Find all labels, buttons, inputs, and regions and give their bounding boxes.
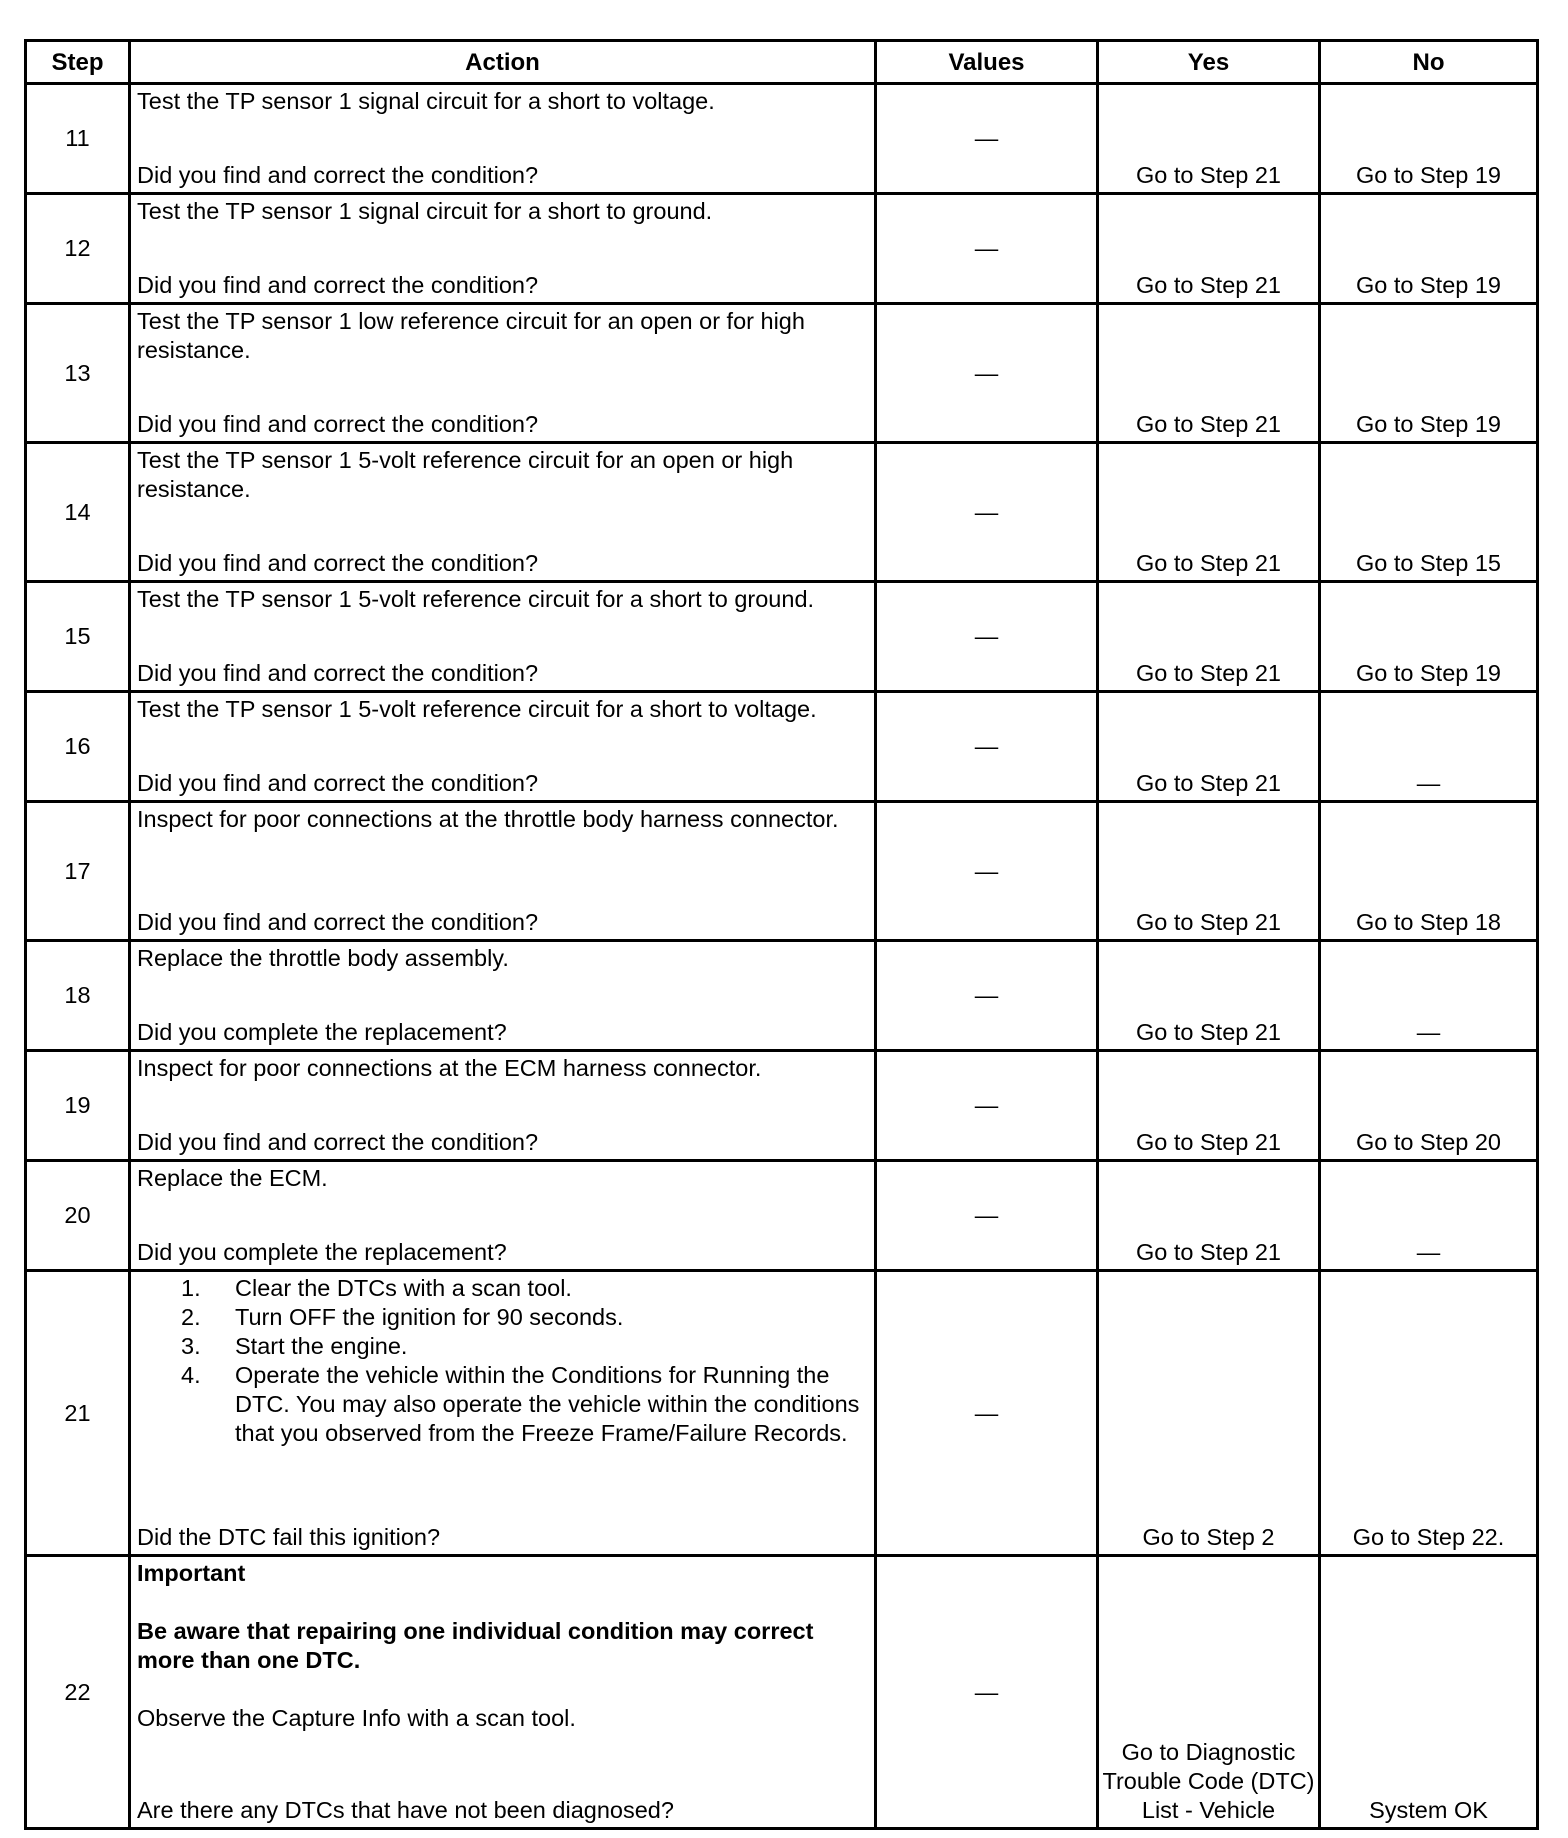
no-cell: — <box>1318 942 1536 1049</box>
important-label: Important <box>137 1560 246 1586</box>
action-cell <box>128 85 874 192</box>
step-number: 22 <box>64 1678 91 1705</box>
important-note <box>137 1559 866 1733</box>
yes-cell: Go to Step 21 <box>1096 583 1318 690</box>
no-cell: Go to Step 19 <box>1318 583 1536 690</box>
action-text: Test the TP sensor 1 signal circuit for a short to voltage. <box>137 88 715 114</box>
action-cell <box>128 583 874 690</box>
important-warning: Be aware that repairing one individual condition may correct more than one DTC. <box>137 1618 814 1673</box>
step-number: 21 <box>64 1399 91 1426</box>
table-row <box>27 1159 1536 1269</box>
action-question: Did you find and correct the condition? <box>137 660 539 686</box>
table-row <box>27 580 1536 690</box>
step-number: 16 <box>64 733 91 759</box>
list-item: 2. Turn OFF the ignition for 90 seconds. <box>181 1304 624 1330</box>
values-cell: — <box>874 85 1096 192</box>
step-number: 13 <box>64 359 91 386</box>
table-row <box>27 1049 1536 1159</box>
table-row <box>27 690 1536 800</box>
header-values: Values <box>874 42 1096 82</box>
action-text: Test the TP sensor 1 5-volt reference circuit for a short to ground. <box>137 586 815 612</box>
action-cell <box>128 1272 874 1554</box>
values-cell: — <box>874 1162 1096 1269</box>
yes-cell: Go to Step 21 <box>1096 195 1318 302</box>
action-text: Inspect for poor connections at the throttle body harness connector. <box>137 806 839 832</box>
action-cell <box>128 305 874 441</box>
no-cell: Go to Step 19 <box>1318 195 1536 302</box>
action-text: Replace the throttle body assembly. <box>137 945 509 971</box>
action-cell <box>128 942 874 1049</box>
table-row <box>27 82 1536 192</box>
action-question: Did you complete the replacement? <box>137 1239 507 1265</box>
yes-cell: Go to Step 21 <box>1096 803 1318 939</box>
step-number: 12 <box>64 235 91 261</box>
action-question: Did you find and correct the condition? <box>137 162 539 188</box>
action-question: Did you complete the replacement? <box>137 1019 507 1045</box>
action-text: Test the TP sensor 1 signal circuit for a short to ground. <box>137 198 713 224</box>
action-cell <box>128 1162 874 1269</box>
step-number: 15 <box>64 623 91 649</box>
action-text: Inspect for poor connections at the ECM harness connector. <box>137 1055 762 1081</box>
no-cell: Go to Step 15 <box>1318 444 1536 580</box>
action-question: Did you find and correct the condition? <box>137 411 539 437</box>
header-no: No <box>1318 42 1536 82</box>
yes-cell: Go to Step 21 <box>1096 305 1318 441</box>
header-step: Step <box>51 48 104 76</box>
action-cell <box>128 693 874 800</box>
yes-cell: Go to Step 21 <box>1096 942 1318 1049</box>
step-number: 20 <box>64 1202 91 1228</box>
action-question: Did you find and correct the condition? <box>137 770 539 796</box>
values-cell: — <box>874 803 1096 939</box>
header-yes: Yes <box>1096 42 1318 82</box>
action-question: Did you find and correct the condition? <box>137 272 539 298</box>
list-item: 1. Clear the DTCs with a scan tool. <box>181 1275 572 1301</box>
step-number: 11 <box>65 125 90 151</box>
step-number: 18 <box>64 982 91 1008</box>
yes-cell: Go to Step 2 <box>1096 1272 1318 1554</box>
values-cell: — <box>874 942 1096 1049</box>
action-question: Did you find and correct the condition? <box>137 550 539 576</box>
no-cell: Go to Step 18 <box>1318 803 1536 939</box>
list-item: 3. Start the engine. <box>181 1333 408 1359</box>
no-cell: — <box>1318 1162 1536 1269</box>
values-cell: — <box>874 693 1096 800</box>
diagnostic-table <box>24 39 1539 1830</box>
action-cell <box>128 1052 874 1159</box>
procedure-list <box>137 1274 866 1448</box>
action-text: Test the TP sensor 1 5-volt reference circuit for an open or high resistance. <box>137 447 794 502</box>
table-row <box>27 192 1536 302</box>
values-cell: — <box>874 583 1096 690</box>
yes-cell: Go to Step 21 <box>1096 1162 1318 1269</box>
header-action: Action <box>128 42 874 82</box>
no-cell: — <box>1318 693 1536 800</box>
action-cell <box>128 195 874 302</box>
action-question: Did the DTC fail this ignition? <box>137 1524 441 1550</box>
yes-cell: Go to Step 21 <box>1096 1052 1318 1159</box>
action-text: Replace the ECM. <box>137 1165 328 1191</box>
action-question: Are there any DTCs that have not been diagnosed? <box>137 1797 674 1823</box>
yes-cell: Go to Step 21 <box>1096 444 1318 580</box>
values-cell: — <box>874 1272 1096 1554</box>
action-cell <box>128 444 874 580</box>
step-number: 17 <box>64 857 91 884</box>
step-number: 14 <box>64 498 91 525</box>
no-cell: Go to Step 22. <box>1318 1272 1536 1554</box>
table-row <box>27 800 1536 939</box>
values-cell: — <box>874 305 1096 441</box>
step-number: 19 <box>64 1092 91 1118</box>
table-header <box>27 42 1536 82</box>
action-question: Did you find and correct the condition? <box>137 1129 539 1155</box>
values-cell: — <box>874 195 1096 302</box>
yes-cell: Go to Diagnostic Trouble Code (DTC) List - Vehicle <box>1096 1557 1318 1827</box>
table-row <box>27 1554 1536 1827</box>
table-row <box>27 302 1536 441</box>
action-cell <box>128 803 874 939</box>
no-cell: Go to Step 19 <box>1318 305 1536 441</box>
table-row <box>27 939 1536 1049</box>
table-row <box>27 1269 1536 1554</box>
action-cell <box>128 1557 874 1827</box>
action-text: Test the TP sensor 1 5-volt reference circuit for a short to voltage. <box>137 696 817 722</box>
no-cell: System OK <box>1318 1557 1536 1827</box>
table-row <box>27 441 1536 580</box>
action-text: Test the TP sensor 1 low reference circuit for an open or for high resistance. <box>137 308 805 363</box>
action-question: Did you find and correct the condition? <box>137 909 539 935</box>
no-cell: Go to Step 19 <box>1318 85 1536 192</box>
values-cell: — <box>874 444 1096 580</box>
values-cell: — <box>874 1052 1096 1159</box>
yes-cell: Go to Step 21 <box>1096 85 1318 192</box>
action-text: Observe the Capture Info with a scan tool. <box>137 1705 576 1731</box>
yes-cell: Go to Step 21 <box>1096 693 1318 800</box>
no-cell: Go to Step 20 <box>1318 1052 1536 1159</box>
values-cell: — <box>874 1557 1096 1827</box>
list-item: 4. Operate the vehicle within the Conditions for Running the DTC. You may also operate the vehicle within the conditions that you observed from the Freeze Frame/Failure Records. <box>181 1362 860 1446</box>
